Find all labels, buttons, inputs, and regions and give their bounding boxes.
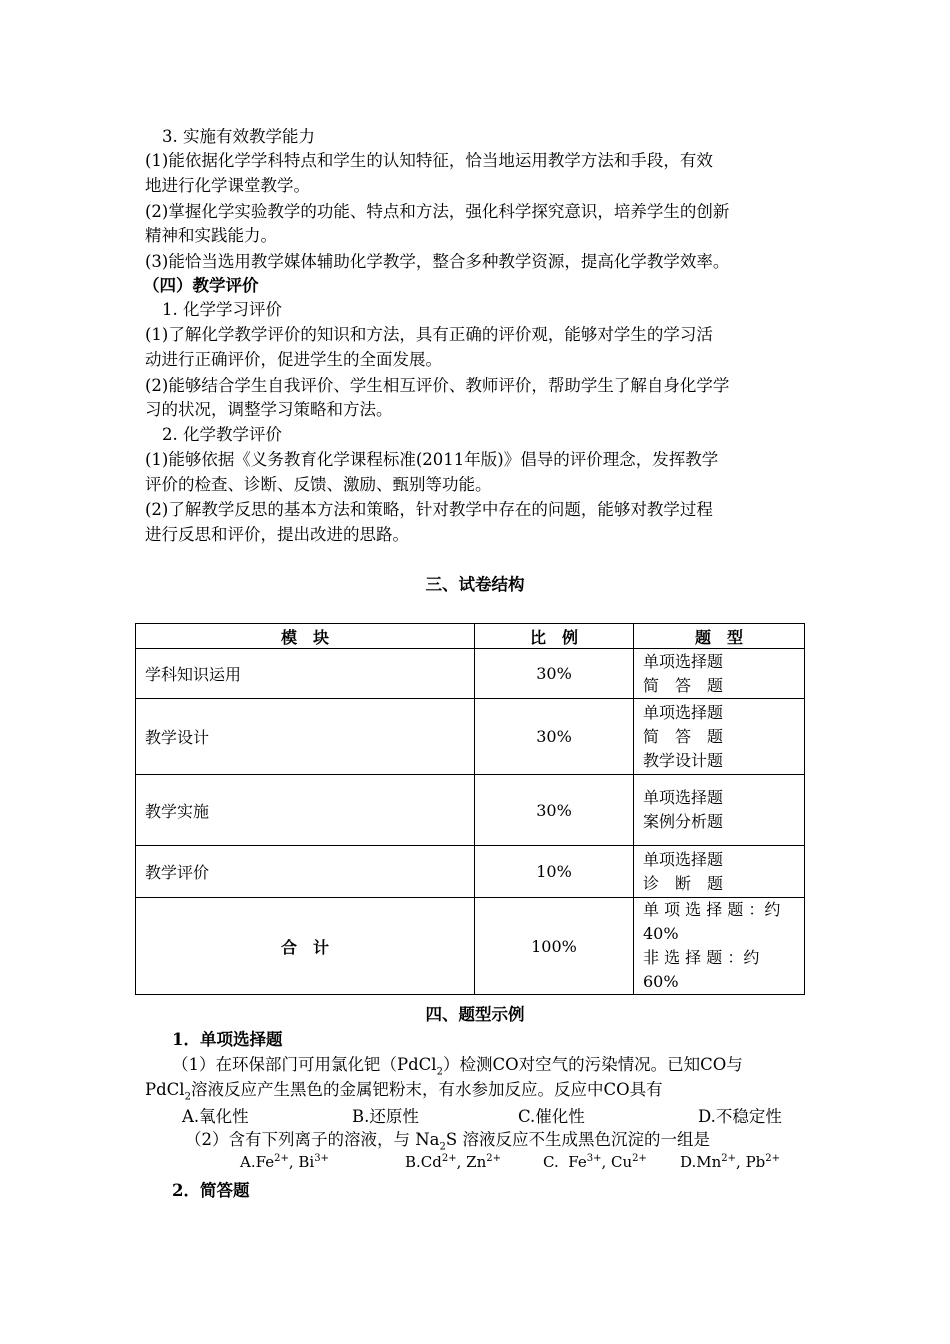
type-item: 简 答 题 bbox=[643, 726, 724, 746]
type-item: 简 答 题 bbox=[643, 675, 724, 695]
ion: , Cu bbox=[601, 1153, 633, 1171]
cell-module: 教学设计 bbox=[136, 699, 475, 775]
table-row bbox=[136, 699, 805, 775]
option-label: D. bbox=[680, 1153, 697, 1171]
subscript: 2 bbox=[436, 1066, 443, 1078]
question-type-heading: 1．单项选择题 bbox=[172, 1030, 283, 1049]
q2-option-d bbox=[680, 1153, 780, 1171]
structure-table bbox=[135, 623, 805, 995]
paragraph-line: 进行反思和评价，提出改进的思路。 bbox=[145, 525, 409, 544]
q2-option-c bbox=[543, 1153, 647, 1171]
structure-title: 三、试卷结构 bbox=[425, 575, 525, 594]
ion: Cd bbox=[420, 1153, 442, 1171]
paragraph-line: (2)能够结合学生自我评价、学生相互评价、教师评价，帮助学生了解自身化学学 bbox=[145, 376, 730, 395]
header-ratio: 比 例 bbox=[475, 624, 634, 649]
option-label: B. bbox=[405, 1153, 421, 1171]
ion: Fe bbox=[568, 1153, 587, 1171]
paragraph-line: (2)掌握化学实验教学的功能、特点和方法，强化科学探究意识，培养学生的创新 bbox=[145, 202, 730, 221]
type-item: 单项选择题 bbox=[643, 651, 724, 671]
paragraph-line: (1)了解化学教学评价的知识和方法，具有正确的评价观，能够对学生的学习活 bbox=[145, 325, 713, 344]
ion: Fe bbox=[255, 1153, 275, 1171]
text: （2）含有下列离子的溶液，与 Na bbox=[185, 1130, 440, 1149]
paragraph-line: 评价的检查、诊断、反馈、激励、甄别等功能。 bbox=[145, 475, 492, 494]
type-item: 非 选 择 题 ：约 60% bbox=[643, 948, 760, 991]
subsection-heading: 3. 实施有效教学能力 bbox=[162, 127, 315, 146]
charge: 3+ bbox=[586, 1153, 602, 1164]
paragraph-line: 精神和实践能力。 bbox=[145, 226, 277, 245]
subscript: 2 bbox=[439, 1141, 446, 1153]
option-d: D.不稳定性 bbox=[698, 1107, 782, 1126]
option-label: C. bbox=[543, 1153, 559, 1171]
paragraph-line: (3)能恰当选用教学媒体辅助化学教学，整合多种教学资源，提高化学教学效率。 bbox=[145, 252, 730, 271]
charge: 2+ bbox=[765, 1153, 781, 1164]
option-b: B.还原性 bbox=[352, 1107, 419, 1126]
text: 溶液反应产生黑色的金属钯粉末，有水参加反应。反应中CO具有 bbox=[190, 1080, 663, 1099]
subsection-heading: 1. 化学学习评价 bbox=[162, 300, 282, 319]
q2-option-a bbox=[240, 1153, 329, 1171]
option-c: C.催化性 bbox=[518, 1107, 585, 1126]
paragraph-line: (1)能依据化学学科特点和学生的认知特征，恰当地运用教学方法和手段，有效 bbox=[145, 151, 713, 170]
option-a: A.氧化性 bbox=[182, 1107, 249, 1126]
paragraph-line: 动进行正确评价，促进学生的全面发展。 bbox=[145, 350, 442, 369]
text: （1）在环保部门可用氯化钯（PdCl bbox=[172, 1055, 437, 1074]
type-item: 案例分析题 bbox=[643, 812, 724, 831]
cell-ratio: 30% bbox=[475, 775, 634, 846]
cell-types bbox=[634, 775, 805, 846]
type-item: 单项选择题 bbox=[643, 788, 724, 807]
header-module: 模 块 bbox=[136, 624, 475, 649]
cell-types bbox=[634, 649, 805, 699]
type-item: 单项选择题 bbox=[643, 849, 724, 869]
table-row bbox=[136, 775, 805, 846]
paragraph-line: 地进行化学课堂教学。 bbox=[145, 176, 310, 195]
paragraph-line: (1)能够依据《义务教育化学课程标准(2011年版)》倡导的评价理念，发挥教学 bbox=[145, 450, 719, 469]
text: PdCl bbox=[145, 1080, 185, 1099]
cell-ratio: 10% bbox=[475, 846, 634, 898]
paragraph-line: 习的状况，调整学习策略和方法。 bbox=[145, 400, 393, 419]
type-item: 教学设计题 bbox=[643, 750, 724, 770]
cell-ratio: 30% bbox=[475, 699, 634, 775]
cell-module: 教学评价 bbox=[136, 846, 475, 898]
subscript: 2 bbox=[184, 1091, 191, 1103]
subsection-heading: 2. 化学教学评价 bbox=[162, 425, 282, 444]
table-total-row bbox=[136, 898, 805, 995]
examples-title: 四、题型示例 bbox=[425, 1005, 525, 1024]
text: S 溶液反应不生成黑色沉淀的一组是 bbox=[445, 1130, 710, 1149]
ion: Mn bbox=[696, 1153, 722, 1171]
section-heading: （四）教学评价 bbox=[143, 276, 259, 295]
type-item: 诊 断 题 bbox=[643, 873, 724, 893]
ion: , Pb bbox=[736, 1153, 766, 1171]
header-types: 题 型 bbox=[634, 624, 805, 649]
ion: , Zn bbox=[456, 1153, 487, 1171]
ion: , Bi bbox=[288, 1153, 315, 1171]
charge: 3+ bbox=[314, 1153, 329, 1164]
cell-total-label: 合 计 bbox=[136, 898, 475, 995]
q2-option-b bbox=[405, 1153, 501, 1171]
charge: 2+ bbox=[441, 1153, 457, 1164]
cell-total-ratio: 100% bbox=[475, 898, 634, 995]
charge: 2+ bbox=[632, 1153, 647, 1164]
cell-module: 教学实施 bbox=[136, 775, 475, 846]
option-label: A. bbox=[240, 1153, 256, 1171]
text: ）检测CO对空气的污染情况。已知CO与 bbox=[442, 1055, 743, 1074]
charge: 2+ bbox=[274, 1153, 289, 1164]
paragraph-line: (2)了解教学反思的基本方法和策略，针对教学中存在的问题，能够对教学过程 bbox=[145, 500, 713, 519]
cell-total-types bbox=[634, 898, 805, 995]
table-row bbox=[136, 649, 805, 699]
type-item: 单 项 选 择 题 ：约 40% bbox=[643, 900, 781, 943]
cell-ratio: 30% bbox=[475, 649, 634, 699]
cell-module: 学科知识运用 bbox=[136, 649, 475, 699]
question-type-heading: 2．简答题 bbox=[172, 1181, 250, 1200]
table-header-row bbox=[136, 624, 805, 649]
cell-types bbox=[634, 846, 805, 898]
table-row bbox=[136, 846, 805, 898]
charge: 2+ bbox=[486, 1153, 502, 1164]
cell-types bbox=[634, 699, 805, 775]
type-item: 单项选择题 bbox=[643, 702, 724, 722]
charge: 2+ bbox=[721, 1153, 737, 1164]
